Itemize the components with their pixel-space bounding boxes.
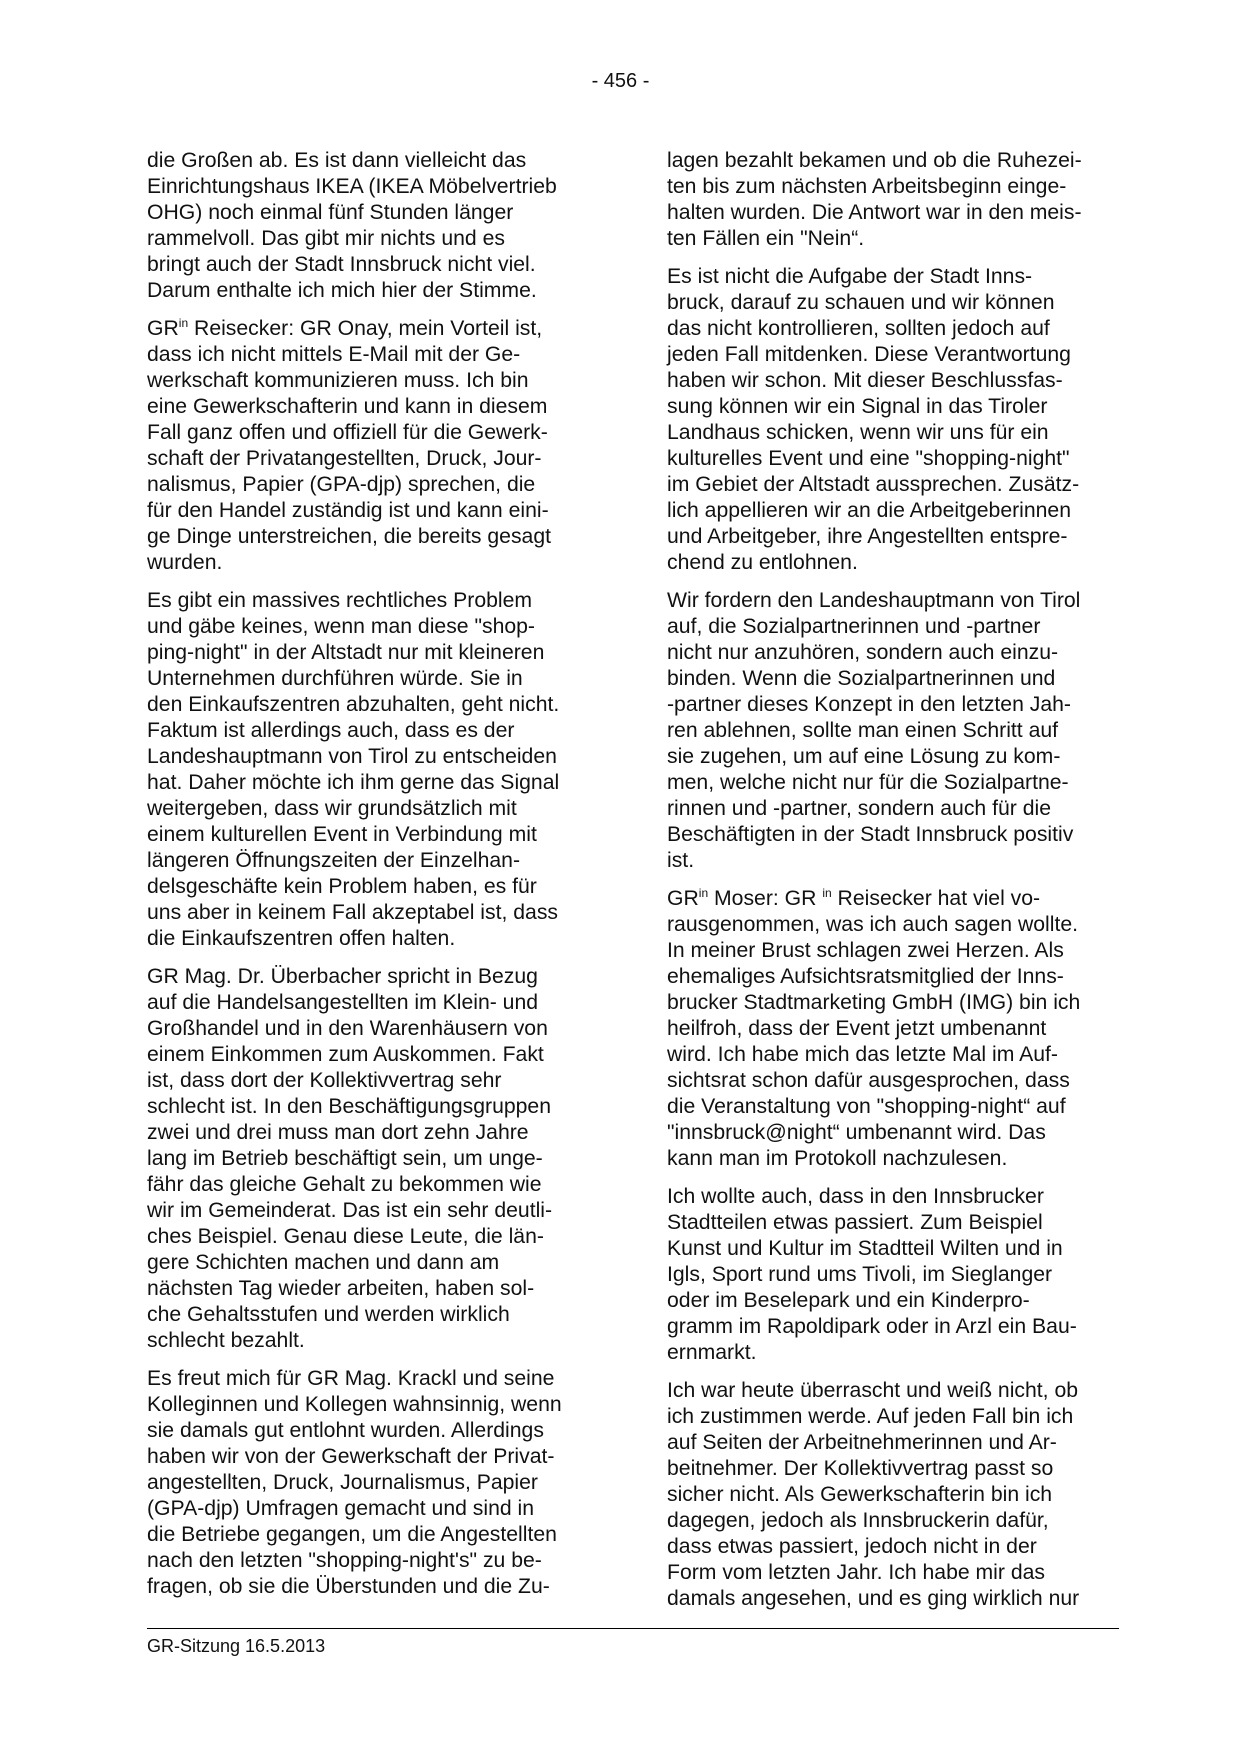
right-column: [667, 148, 1119, 1624]
paragraph: [667, 588, 1119, 874]
paragraph: [147, 1366, 599, 1600]
text-line: halten wurden. Die Antwort war in den meis-: [667, 201, 1082, 224]
text-line: lich appellieren wir an die Arbeitgeberinnen: [667, 499, 1071, 522]
text-line: ernmarkt.: [667, 1341, 757, 1364]
text-line: hat. Daher möchte ich ihm gerne das Signal: [147, 771, 560, 794]
text-line: weitergeben, dass wir grundsätzlich mit: [147, 797, 517, 820]
footer-divider: [147, 1628, 1119, 1629]
page-number: - 456 -: [591, 70, 650, 92]
left-column: [147, 148, 599, 1612]
text-line: Faktum ist allerdings auch, dass es der: [147, 719, 515, 742]
text-line: In meiner Brust schlagen zwei Herzen. Als: [667, 939, 1064, 962]
speaker-name: Reisecker:: [188, 317, 300, 340]
text-line: Einrichtungshaus IKEA (IKEA Möbelvertrieb: [147, 175, 557, 198]
text-line: sichtsrat schon dafür ausgesprochen, dass: [667, 1069, 1070, 1092]
text-line: sie zugehen, um auf eine Lösung zu kom-: [667, 745, 1061, 768]
text-segment: GR Onay, mein Vorteil ist,: [299, 317, 543, 340]
text-line: eine Gewerkschafterin und kann in diesem: [147, 395, 548, 418]
text-line: Igls, Sport rund ums Tivoli, im Sieglanger: [667, 1263, 1053, 1286]
text-line: damals angesehen, und es ging wirklich nur: [667, 1587, 1080, 1610]
text-line: Form vom letzten Jahr. Ich habe mir das: [667, 1561, 1045, 1584]
text-segment: Reisecker hat viel vo-: [831, 887, 1041, 910]
text-line: und Arbeitgeber, ihre Angestellten entspre-: [667, 525, 1068, 548]
text-line: ge Dinge unterstreichen, die bereits gesagt: [147, 525, 551, 548]
text-line: ist, dass dort der Kollektivvertrag sehr: [147, 1069, 502, 1092]
referenced-speaker-title-suffix: in: [822, 886, 832, 900]
text-line: kulturelles Event und eine "shopping-night": [667, 447, 1070, 470]
paragraph: [667, 1184, 1119, 1366]
text-line: dagegen, jedoch als Innsbruckerin dafür,: [667, 1509, 1049, 1532]
text-line: "innsbruck@night“ umbenannt wird. Das: [667, 1121, 1046, 1144]
paragraph: [147, 316, 599, 576]
text-line: heilfroh, dass der Event jetzt umbenannt: [667, 1017, 1047, 1040]
text-line: Ich wollte auch, dass in den Innsbrucker: [667, 1185, 1044, 1208]
text-line: schlecht ist. In den Beschäftigungsgruppen: [147, 1095, 552, 1118]
text-line: nach den letzten "shopping-night's" zu be-: [147, 1549, 542, 1572]
text-line: Landeshauptmann von Tirol zu entscheiden: [147, 745, 557, 768]
footer-session-date: GR-Sitzung 16.5.2013: [147, 1636, 326, 1656]
text-line: Darum enthalte ich mich hier der Stimme.: [147, 279, 537, 302]
text-line: men, welche nicht nur für die Sozialpartne-: [667, 771, 1069, 794]
text-line: delsgeschäfte kein Problem haben, es für: [147, 875, 537, 898]
text-line: OHG) noch einmal fünf Stunden länger: [147, 201, 514, 224]
text-line: lang im Betrieb beschäftigt sein, um unge-: [147, 1147, 543, 1170]
text-line: chend zu entlohnen.: [667, 551, 858, 574]
text-line: ten Fällen ein "Nein“.: [667, 227, 865, 250]
text-line: einem kulturellen Event in Verbindung mit: [147, 823, 537, 846]
text-line: die Einkaufszentren offen halten.: [147, 927, 456, 950]
paragraph: [667, 264, 1119, 576]
text-line: beitnehmer. Der Kollektivvertrag passt so: [667, 1457, 1054, 1480]
speaker-line: [147, 316, 599, 342]
text-line: ches Beispiel. Genau diese Leute, die län-: [147, 1225, 544, 1248]
text-line: ten bis zum nächsten Arbeitsbeginn einge-: [667, 175, 1067, 198]
text-line: den Einkaufszentren abzuhalten, geht nicht.: [147, 693, 560, 716]
text-line: Wir fordern den Landeshauptmann von Tirol: [667, 589, 1081, 612]
text-line: fähr das gleiche Gehalt zu bekommen wie: [147, 1173, 542, 1196]
text-line: auf die Handelsangestellten im Klein- und: [147, 991, 539, 1014]
text-line: GR Mag. Dr. Überbacher spricht in Bezug: [147, 965, 538, 988]
text-line: Es ist nicht die Aufgabe der Stadt Inns-: [667, 265, 1033, 288]
text-line: und gäbe keines, wenn man diese "shop-: [147, 615, 535, 638]
text-line: Fall ganz offen und offiziell für die Gewerk-: [147, 421, 548, 444]
text-line: gramm im Rapoldipark oder in Arzl ein Bau-: [667, 1315, 1077, 1338]
referenced-speaker-title: GR: [784, 887, 823, 910]
text-line: wird. Ich habe mich das letzte Mal im Auf-: [667, 1043, 1058, 1066]
text-line: haben wir schon. Mit dieser Beschlussfas-: [667, 369, 1063, 392]
speaker-line: [667, 886, 1119, 912]
speaker-title: GR: [667, 887, 699, 910]
speaker-title-suffix: in: [698, 886, 709, 900]
text-line: Kunst und Kultur im Stadtteil Wilten und in: [667, 1237, 1063, 1260]
text-line: lagen bezahlt bekamen und ob die Ruhezei-: [667, 149, 1082, 172]
text-line: schlecht bezahlt.: [147, 1329, 305, 1352]
text-line: Kolleginnen und Kollegen wahnsinnig, wenn: [147, 1393, 562, 1416]
text-line: nicht nur anzuhören, sondern auch einzu-: [667, 641, 1059, 664]
text-line: brucker Stadtmarketing GmbH (IMG) bin ich: [667, 991, 1081, 1014]
paragraph: [667, 148, 1119, 252]
text-line: Unternehmen durchführen würde. Sie in: [147, 667, 523, 690]
text-line: ist.: [667, 849, 695, 872]
text-line: dass etwas passiert, jedoch nicht in der: [667, 1535, 1037, 1558]
text-line: wir im Gemeinderat. Das ist ein sehr deutli-: [147, 1199, 553, 1222]
text-line: uns aber in keinem Fall akzeptabel ist, dass: [147, 901, 559, 924]
text-line: kann man im Protokoll nachzulesen.: [667, 1147, 1008, 1170]
text-line: ehemaliges Aufsichtsratsmitglied der Inns-: [667, 965, 1064, 988]
text-line: fragen, ob sie die Überstunden und die Zu-: [147, 1575, 550, 1598]
text-line: nächsten Tag wieder arbeiten, haben sol-: [147, 1277, 535, 1300]
text-line: die Großen ab. Es ist dann vielleicht das: [147, 149, 527, 172]
text-line: die Veranstaltung von "shopping-night“ auf: [667, 1095, 1066, 1118]
text-line: auf, die Sozialpartnerinnen und -partner: [667, 615, 1041, 638]
text-line: sie damals gut entlohnt wurden. Allerdings: [147, 1419, 544, 1442]
text-line: die Betriebe gegangen, um die Angestellten: [147, 1523, 557, 1546]
text-line: rinnen und -partner, sondern auch für die: [667, 797, 1051, 820]
text-line: wurden.: [147, 551, 223, 574]
text-line: ren ablehnen, sollte man einen Schritt auf: [667, 719, 1059, 742]
text-line: (GPA-djp) Umfragen gemacht und sind in: [147, 1497, 535, 1520]
text-line: binden. Wenn die Sozialpartnerinnen und: [667, 667, 1056, 690]
text-line: rausgenommen, was ich auch sagen wollte.: [667, 913, 1079, 936]
text-line: zwei und drei muss man dort zehn Jahre: [147, 1121, 529, 1144]
text-line: Landhaus schicken, wenn wir uns für ein: [667, 421, 1049, 444]
text-line: bringt auch der Stadt Innsbruck nicht viel.: [147, 253, 536, 276]
text-line: Großhandel und in den Warenhäusern von: [147, 1017, 548, 1040]
text-line: ping-night" in der Altstadt nur mit kleineren: [147, 641, 545, 664]
text-line: längeren Öffnungszeiten der Einzelhan-: [147, 849, 520, 872]
text-line: rammelvoll. Das gibt mir nichts und es: [147, 227, 505, 250]
text-line: das nicht kontrollieren, sollten jedoch auf: [667, 317, 1050, 340]
text-line: -partner dieses Konzept in den letzten Jah-: [667, 693, 1071, 716]
text-line: schaft der Privatangestellten, Druck, Jour-: [147, 447, 542, 470]
text-line: oder im Beselepark und ein Kinderpro-: [667, 1289, 1030, 1312]
paragraph: [147, 964, 599, 1354]
paragraph: [667, 1378, 1119, 1612]
text-line: Beschäftigten in der Stadt Innsbruck positiv: [667, 823, 1074, 846]
text-line: dass ich nicht mittels E-Mail mit der Ge-: [147, 343, 521, 366]
paragraph: [667, 886, 1119, 1172]
speaker-title-suffix: in: [178, 316, 189, 330]
text-line: bruck, darauf zu schauen und wir können: [667, 291, 1055, 314]
text-line: Ich war heute überrascht und weiß nicht, ob: [667, 1379, 1079, 1402]
text-line: Stadtteilen etwas passiert. Zum Beispiel: [667, 1211, 1043, 1234]
text-line: angestellten, Druck, Journalismus, Papier: [147, 1471, 538, 1494]
text-line: nalismus, Papier (GPA-djp) sprechen, die: [147, 473, 536, 496]
text-line: sicher nicht. Als Gewerkschafterin bin ich: [667, 1483, 1053, 1506]
text-line: haben wir von der Gewerkschaft der Privat-: [147, 1445, 555, 1468]
text-line: für den Handel zuständig ist und kann eini-: [147, 499, 549, 522]
text-line: jeden Fall mitdenken. Diese Verantwortung: [667, 343, 1071, 366]
text-line: werkschaft kommunizieren muss. Ich bin: [147, 369, 529, 392]
text-line: Es freut mich für GR Mag. Krackl und seine: [147, 1367, 555, 1390]
paragraph: [147, 588, 599, 952]
text-line: sung können wir ein Signal in das Tiroler: [667, 395, 1048, 418]
text-line: auf Seiten der Arbeitnehmerinnen und Ar-: [667, 1431, 1057, 1454]
speaker-name: Moser:: [708, 887, 785, 910]
text-line: einem Einkommen zum Auskommen. Fakt: [147, 1043, 544, 1066]
paragraph: [147, 148, 599, 304]
text-line: gere Schichten machen und dann am: [147, 1251, 500, 1274]
text-line: ich zustimmen werde. Auf jeden Fall bin ich: [667, 1405, 1074, 1428]
speaker-title: GR: [147, 317, 179, 340]
text-line: che Gehaltsstufen und werden wirklich: [147, 1303, 510, 1326]
text-line: im Gebiet der Altstadt aussprechen. Zusätz-: [667, 473, 1080, 496]
text-line: Es gibt ein massives rechtliches Problem: [147, 589, 533, 612]
